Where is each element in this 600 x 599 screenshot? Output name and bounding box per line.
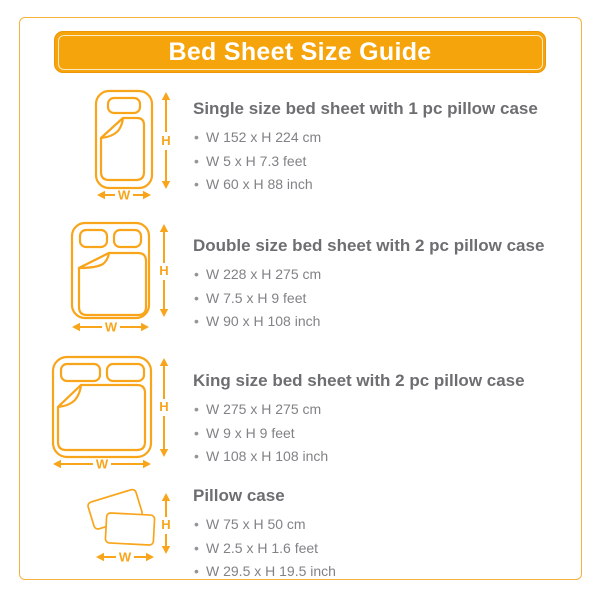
section-title: King size bed sheet with 2 pc pillow case [193,371,525,390]
measurement-item: • W 9 x H 9 feet [193,422,563,446]
single-bed-illustration [56,88,186,210]
height-label: H [161,133,171,148]
measurement-list [193,126,563,197]
height-arrow [159,224,168,317]
width-label: W [104,319,118,335]
pillow-case-illustration [56,485,186,567]
pillow-shape [80,230,107,247]
measurement-item: • W 60 x H 88 inch [193,173,563,197]
width-label: W [95,456,109,470]
width-arrow [96,550,154,565]
height-arrow [161,92,170,189]
measurement-list [193,263,563,334]
measurement-item: • W 108 x H 108 inch [193,445,563,469]
measurement-item: • W 152 x H 224 cm [193,126,563,150]
pillow-shape [107,364,144,381]
section-title: Double size bed sheet with 2 pc pillow case [193,236,545,255]
pillow-shape [61,364,100,381]
width-label: W [117,187,131,203]
width-label: W [118,549,132,565]
measurement-list [193,398,563,469]
section-title: Pillow case [193,486,285,505]
title-banner [54,31,546,73]
king-bed-illustration [41,355,186,470]
measurement-list [193,513,563,584]
page-title: Bed Sheet Size Guide [168,37,432,66]
measurement-item: • W 29.5 x H 19.5 inch [193,560,563,584]
section-single [193,99,563,197]
measurement-item: • W 90 x H 108 inch [193,310,563,334]
measurement-item: • W 5 x H 7.3 feet [193,150,563,174]
measurement-item: • W 228 x H 275 cm [193,263,563,287]
height-label: H [159,263,169,278]
measurement-item: • W 75 x H 50 cm [193,513,563,537]
measurement-item: • W 7.5 x H 9 feet [193,287,563,311]
height-label: H [161,517,171,532]
width-arrow [97,188,151,203]
measurement-item: • W 275 x H 275 cm [193,398,563,422]
double-bed-illustration [51,220,186,335]
width-arrow [72,320,149,335]
height-arrow [161,493,170,554]
section-double [193,236,563,334]
pillow-front-shape [105,513,155,545]
height-label: H [159,399,169,414]
section-pillow-case [193,486,563,584]
height-arrow [159,358,168,457]
pillow-shape [108,98,140,113]
outer-frame [19,17,582,580]
pillow-shape [114,230,141,247]
section-title: Single size bed sheet with 1 pc pillow case [193,99,538,118]
width-arrow [53,457,151,471]
measurement-item: • W 2.5 x H 1.6 feet [193,537,563,561]
section-king [193,371,563,469]
